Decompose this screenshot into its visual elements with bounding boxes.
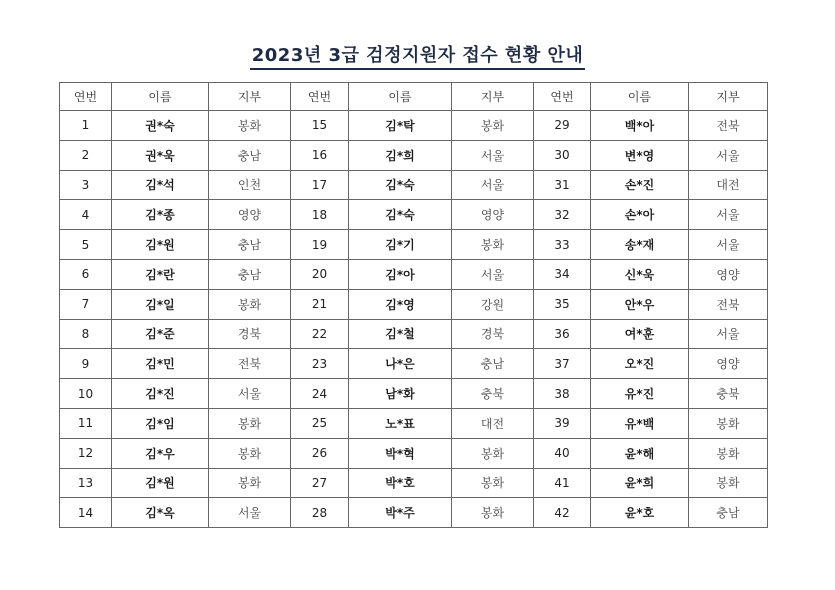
cell-branch: 전북: [209, 349, 291, 379]
cell-name: 여*훈: [591, 319, 689, 349]
cell-number: 3: [60, 170, 112, 200]
table-row: [60, 140, 768, 170]
cell-branch: 충남: [209, 140, 291, 170]
cell-branch: 봉화: [209, 468, 291, 498]
cell-name: 김*탁: [349, 111, 452, 141]
cell-name: 유*백: [591, 408, 689, 438]
cell-branch: 봉화: [209, 111, 291, 141]
cell-name: 신*욱: [591, 259, 689, 289]
cell-number: 9: [60, 349, 112, 379]
table-header-row: [60, 83, 768, 111]
cell-number: 35: [534, 289, 591, 319]
cell-branch: 봉화: [452, 230, 534, 260]
cell-name: 남*화: [349, 379, 452, 409]
cell-name: 손*진: [591, 170, 689, 200]
cell-name: 윤*희: [591, 468, 689, 498]
cell-branch: 봉화: [689, 468, 768, 498]
cell-name: 김*숙: [349, 170, 452, 200]
header-branch: 지부: [209, 83, 291, 111]
cell-name: 김*준: [112, 319, 209, 349]
cell-name: 백*아: [591, 111, 689, 141]
cell-name: 송*재: [591, 230, 689, 260]
table-row: [60, 438, 768, 468]
cell-branch: 영양: [689, 349, 768, 379]
cell-branch: 서울: [689, 319, 768, 349]
cell-branch: 서울: [209, 379, 291, 409]
cell-number: 14: [60, 498, 112, 528]
cell-branch: 봉화: [689, 438, 768, 468]
cell-number: 19: [291, 230, 349, 260]
cell-number: 10: [60, 379, 112, 409]
cell-branch: 강원: [452, 289, 534, 319]
applicant-table: [59, 82, 768, 528]
cell-number: 29: [534, 111, 591, 141]
cell-name: 김*숙: [349, 200, 452, 230]
cell-name: 박*호: [349, 468, 452, 498]
header-name: 이름: [112, 83, 209, 111]
table-row: [60, 259, 768, 289]
cell-branch: 서울: [452, 140, 534, 170]
cell-branch: 서울: [689, 230, 768, 260]
cell-name: 윤*호: [591, 498, 689, 528]
cell-number: 4: [60, 200, 112, 230]
header-number: 연번: [291, 83, 349, 111]
cell-name: 안*우: [591, 289, 689, 319]
cell-name: 김*원: [112, 230, 209, 260]
cell-branch: 영양: [452, 200, 534, 230]
cell-number: 32: [534, 200, 591, 230]
table-row: [60, 468, 768, 498]
cell-number: 5: [60, 230, 112, 260]
cell-name: 노*표: [349, 408, 452, 438]
cell-number: 15: [291, 111, 349, 141]
cell-name: 김*우: [112, 438, 209, 468]
cell-branch: 영양: [689, 259, 768, 289]
cell-branch: 충북: [452, 379, 534, 409]
cell-name: 김*영: [349, 289, 452, 319]
cell-branch: 대전: [689, 170, 768, 200]
cell-branch: 봉화: [452, 438, 534, 468]
table-row: [60, 408, 768, 438]
table-body: [60, 111, 768, 528]
cell-number: 22: [291, 319, 349, 349]
cell-branch: 영양: [209, 200, 291, 230]
cell-number: 8: [60, 319, 112, 349]
cell-branch: 서울: [689, 140, 768, 170]
cell-number: 13: [60, 468, 112, 498]
cell-name: 김*원: [112, 468, 209, 498]
cell-number: 38: [534, 379, 591, 409]
cell-number: 18: [291, 200, 349, 230]
cell-number: 24: [291, 379, 349, 409]
header-number: 연번: [534, 83, 591, 111]
table-row: [60, 379, 768, 409]
cell-number: 11: [60, 408, 112, 438]
cell-number: 21: [291, 289, 349, 319]
cell-number: 17: [291, 170, 349, 200]
header-branch: 지부: [452, 83, 534, 111]
cell-branch: 봉화: [209, 438, 291, 468]
header-branch: 지부: [689, 83, 768, 111]
cell-name: 김*석: [112, 170, 209, 200]
cell-branch: 경북: [209, 319, 291, 349]
table-row: [60, 289, 768, 319]
cell-name: 유*진: [591, 379, 689, 409]
cell-name: 김*민: [112, 349, 209, 379]
page-title: 2023년 3급 검정지원자 접수 현황 안내: [250, 45, 586, 70]
table-row: [60, 200, 768, 230]
cell-branch: 충남: [209, 259, 291, 289]
cell-name: 김*철: [349, 319, 452, 349]
cell-branch: 봉화: [209, 408, 291, 438]
cell-name: 김*일: [112, 289, 209, 319]
cell-name: 김*옥: [112, 498, 209, 528]
cell-name: 박*혁: [349, 438, 452, 468]
cell-branch: 봉화: [689, 408, 768, 438]
cell-number: 41: [534, 468, 591, 498]
cell-number: 36: [534, 319, 591, 349]
table-row: [60, 349, 768, 379]
cell-number: 26: [291, 438, 349, 468]
cell-name: 권*숙: [112, 111, 209, 141]
cell-number: 40: [534, 438, 591, 468]
table-row: [60, 498, 768, 528]
cell-branch: 서울: [452, 170, 534, 200]
cell-branch: 서울: [689, 200, 768, 230]
cell-branch: 충남: [209, 230, 291, 260]
cell-number: 6: [60, 259, 112, 289]
cell-number: 42: [534, 498, 591, 528]
cell-branch: 서울: [209, 498, 291, 528]
table-row: [60, 230, 768, 260]
cell-branch: 봉화: [452, 468, 534, 498]
cell-name: 김*진: [112, 379, 209, 409]
cell-name: 윤*해: [591, 438, 689, 468]
cell-name: 박*주: [349, 498, 452, 528]
cell-branch: 충남: [452, 349, 534, 379]
cell-number: 16: [291, 140, 349, 170]
cell-branch: 봉화: [452, 498, 534, 528]
cell-branch: 봉화: [209, 289, 291, 319]
cell-number: 25: [291, 408, 349, 438]
cell-number: 33: [534, 230, 591, 260]
cell-name: 오*진: [591, 349, 689, 379]
cell-name: 김*기: [349, 230, 452, 260]
cell-number: 27: [291, 468, 349, 498]
cell-number: 30: [534, 140, 591, 170]
table-row: [60, 170, 768, 200]
cell-branch: 전북: [689, 289, 768, 319]
cell-number: 39: [534, 408, 591, 438]
cell-number: 20: [291, 259, 349, 289]
cell-number: 1: [60, 111, 112, 141]
cell-number: 31: [534, 170, 591, 200]
cell-number: 12: [60, 438, 112, 468]
cell-number: 2: [60, 140, 112, 170]
header-name: 이름: [349, 83, 452, 111]
title-wrapper: [0, 45, 835, 70]
cell-branch: 충남: [689, 498, 768, 528]
header-name: 이름: [591, 83, 689, 111]
cell-branch: 대전: [452, 408, 534, 438]
cell-name: 김*란: [112, 259, 209, 289]
cell-number: 23: [291, 349, 349, 379]
cell-name: 변*영: [591, 140, 689, 170]
cell-branch: 서울: [452, 259, 534, 289]
cell-name: 김*임: [112, 408, 209, 438]
table-row: [60, 319, 768, 349]
cell-name: 김*아: [349, 259, 452, 289]
cell-branch: 인천: [209, 170, 291, 200]
cell-branch: 경북: [452, 319, 534, 349]
cell-name: 김*종: [112, 200, 209, 230]
cell-name: 손*아: [591, 200, 689, 230]
table-row: [60, 111, 768, 141]
cell-name: 나*은: [349, 349, 452, 379]
cell-branch: 충북: [689, 379, 768, 409]
cell-name: 권*욱: [112, 140, 209, 170]
cell-number: 7: [60, 289, 112, 319]
cell-name: 김*희: [349, 140, 452, 170]
cell-number: 34: [534, 259, 591, 289]
cell-number: 28: [291, 498, 349, 528]
cell-branch: 봉화: [452, 111, 534, 141]
cell-branch: 전북: [689, 111, 768, 141]
header-number: 연번: [60, 83, 112, 111]
cell-number: 37: [534, 349, 591, 379]
